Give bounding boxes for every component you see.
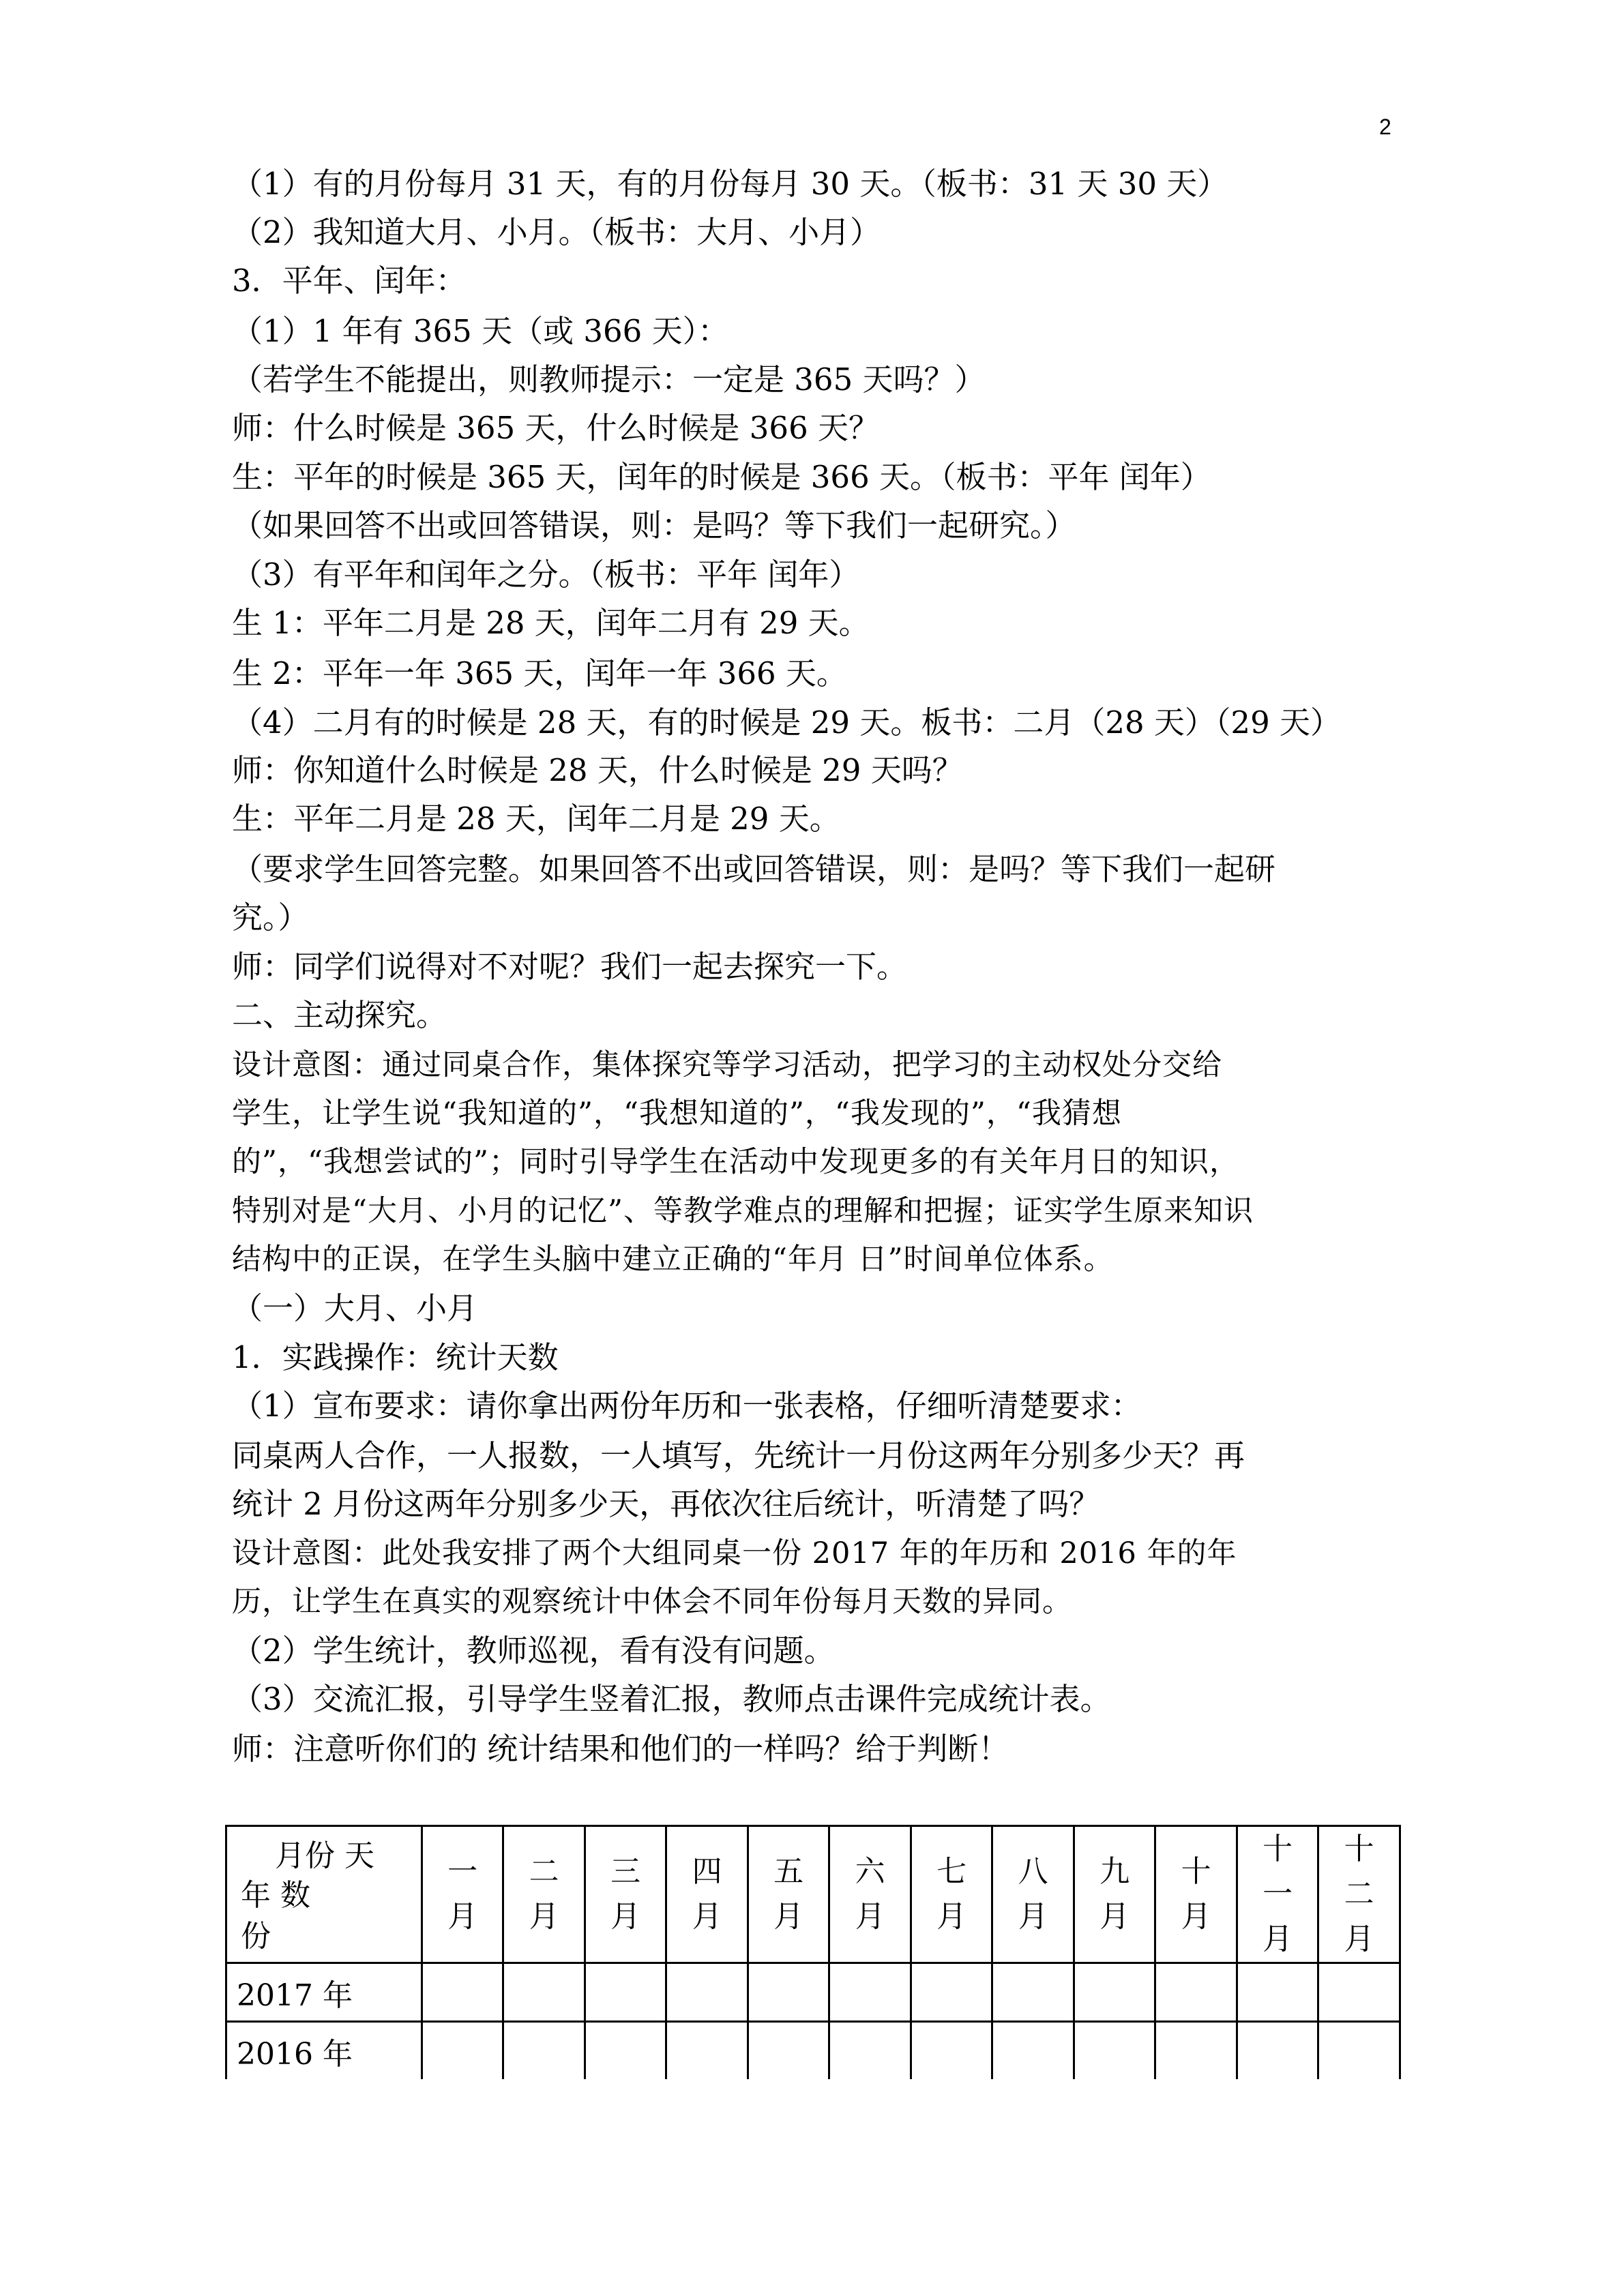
table-cell	[422, 1963, 503, 2022]
month-header-cell	[1318, 1826, 1400, 1963]
page-number: 2	[1379, 115, 1391, 139]
table-cell	[503, 1963, 585, 2022]
table-cell	[829, 2022, 911, 2080]
table-cell	[1155, 2022, 1237, 2080]
text-line: 历，让学生在真实的观察统计中体会不同年份每月天数的异同。	[232, 1585, 1072, 1619]
text-line: （4）二月有的时候是 28 天，有的时候是 29 天。板书：二月（28 天）（29 天）	[232, 704, 1342, 741]
text-line: 师：注意听你们的 统计结果和他们的一样吗？给于判断！	[232, 1731, 1009, 1767]
month-header-label: 五月	[773, 1854, 804, 1934]
table-cell	[1237, 2022, 1318, 2080]
month-header-cell	[829, 1826, 911, 1963]
text-line: 生 1：平年二月是 28 天，闰年二月有 29 天。	[232, 605, 870, 641]
table-cell	[585, 1963, 666, 2022]
text-line: （3）有平年和闰年之分。（板书：平年 闰年）	[232, 556, 860, 593]
text-line: （若学生不能提出，则教师提示：一定是 365 天吗？）	[232, 361, 986, 398]
month-header-label: 十二月	[1344, 1832, 1374, 1956]
month-header-label: 九月	[1099, 1854, 1130, 1934]
month-header-label: 七月	[936, 1854, 967, 1934]
text-line: 结构中的正误，在学生头脑中建立正确的“年月 日”时间单位体系。	[232, 1242, 1114, 1277]
table-cell	[911, 1963, 992, 2022]
month-header-cell	[585, 1826, 666, 1963]
text-line: 统计 2 月份这两年分别多少天，再依次往后统计，听清楚了吗？	[232, 1486, 1100, 1522]
table-cell	[748, 2022, 829, 2080]
month-header-cell	[748, 1826, 829, 1963]
text-line: （一）大月、小月	[232, 1290, 478, 1326]
month-header-label: 一月	[447, 1854, 478, 1934]
table-cell	[585, 2022, 666, 2080]
table-cell	[666, 1963, 748, 2022]
month-header-cell	[666, 1826, 748, 1963]
year-cell: 2016 年	[226, 2022, 422, 2080]
table-cell	[1155, 1963, 1237, 2022]
table-cell	[422, 2022, 503, 2080]
table-cell	[1318, 1963, 1400, 2022]
text-line: （1）宣布要求：请你拿出两份年历和一张表格，仔细听清楚要求：	[232, 1388, 1142, 1424]
table-cell	[1318, 2022, 1400, 2080]
text-line: 的”，“我想尝试的”；同时引导学生在活动中发现更多的有关年月日的知识，	[232, 1145, 1239, 1179]
text-line: （2）学生统计，教师巡视，看有没有问题。	[232, 1632, 835, 1669]
text-line: 1．实践操作：统计天数	[232, 1339, 559, 1375]
month-header-cell	[1074, 1826, 1155, 1963]
month-header-label: 十月	[1181, 1854, 1211, 1934]
month-header-label: 八月	[1018, 1854, 1048, 1934]
text-line: （1）1 年有 365 天（或 366 天）：	[232, 313, 729, 349]
text-line: 同桌两人合作，一人报数，一人填写，先统计一月份这两年分别多少天？再	[232, 1437, 1245, 1474]
text-line: 特别对是“大月、小月的记忆”、等教学难点的理解和把握；证实学生原来知识	[232, 1194, 1254, 1228]
text-line: 设计意图：通过同桌合作，集体探究等学习活动，把学习的主动权处分交给	[232, 1048, 1222, 1082]
table-row	[226, 2022, 1400, 2080]
month-header-label: 十一月	[1263, 1832, 1293, 1956]
month-header-label: 六月	[855, 1854, 885, 1934]
table-cell	[992, 1963, 1074, 2022]
month-header-cell	[503, 1826, 585, 1963]
table-corner-header	[226, 1826, 422, 1963]
table-cell	[911, 2022, 992, 2080]
month-header-cell	[911, 1826, 992, 1963]
year-cell: 2017 年	[226, 1963, 422, 2022]
table-cell	[666, 2022, 748, 2080]
table-cell	[1237, 1963, 1318, 2022]
table-cell	[503, 2022, 585, 2080]
table-cell	[748, 1963, 829, 2022]
text-line: 生：平年的时候是 365 天，闰年的时候是 366 天。（板书：平年 闰年）	[232, 459, 1211, 495]
text-line: 二、主动探究。	[232, 997, 447, 1033]
table-cell	[829, 1963, 911, 2022]
text-line: （3）交流汇报，引导学生竖着汇报，教师点击课件完成统计表。	[232, 1681, 1111, 1717]
text-line: 学生，让学生说“我知道的”，“我想知道的”，“我发现的”，“我猜想	[232, 1097, 1122, 1131]
text-line: （要求学生回答完整。如果回答不出或回答错误，则：是吗？等下我们一起研	[232, 851, 1276, 887]
month-header-label: 四月	[692, 1854, 722, 1934]
text-line: （2）我知道大月、小月。（板书：大月、小月）	[232, 214, 881, 250]
text-line: 师：什么时候是 365 天，什么时候是 366 天？	[232, 410, 880, 446]
corner-label-bottom: 份	[241, 1919, 271, 1954]
text-line: 生：平年二月是 28 天，闰年二月是 29 天。	[232, 801, 840, 837]
month-header-cell	[422, 1826, 503, 1963]
text-line: 生 2：平年一年 365 天，闰年一年 366 天。	[232, 655, 847, 691]
table-cell	[1074, 1963, 1155, 2022]
text-line: 3．平年、闰年：	[232, 263, 467, 299]
table-header-row	[226, 1826, 1400, 1963]
table-cell	[1074, 2022, 1155, 2080]
text-line: 师：同学们说得对不对呢？我们一起去探究一下。	[232, 949, 908, 985]
corner-label-top: 月份 天	[275, 1838, 374, 1873]
month-header-cell	[1237, 1826, 1318, 1963]
table-cell	[992, 2022, 1074, 2080]
text-line: 师：你知道什么时候是 28 天，什么时候是 29 天吗？	[232, 752, 963, 788]
month-header-label: 三月	[610, 1854, 641, 1934]
month-header-cell	[1155, 1826, 1237, 1963]
days-statistics-table	[225, 1825, 1401, 2079]
table-row	[226, 1963, 1400, 2022]
corner-label-middle: 年 数	[241, 1878, 310, 1913]
month-header-cell	[992, 1826, 1074, 1963]
month-header-label: 二月	[529, 1854, 559, 1934]
text-line: （如果回答不出或回答错误，则：是吗？等下我们一起研究。）	[232, 507, 1076, 543]
text-line: 究。）	[232, 899, 309, 936]
text-line: （1）有的月份每月 31 天，有的月份每月 30 天。（板书：31 天 30 天）	[232, 166, 1228, 202]
text-line: 设计意图：此处我安排了两个大组同桌一份 2017 年的年历和 2016 年的年	[232, 1536, 1237, 1570]
